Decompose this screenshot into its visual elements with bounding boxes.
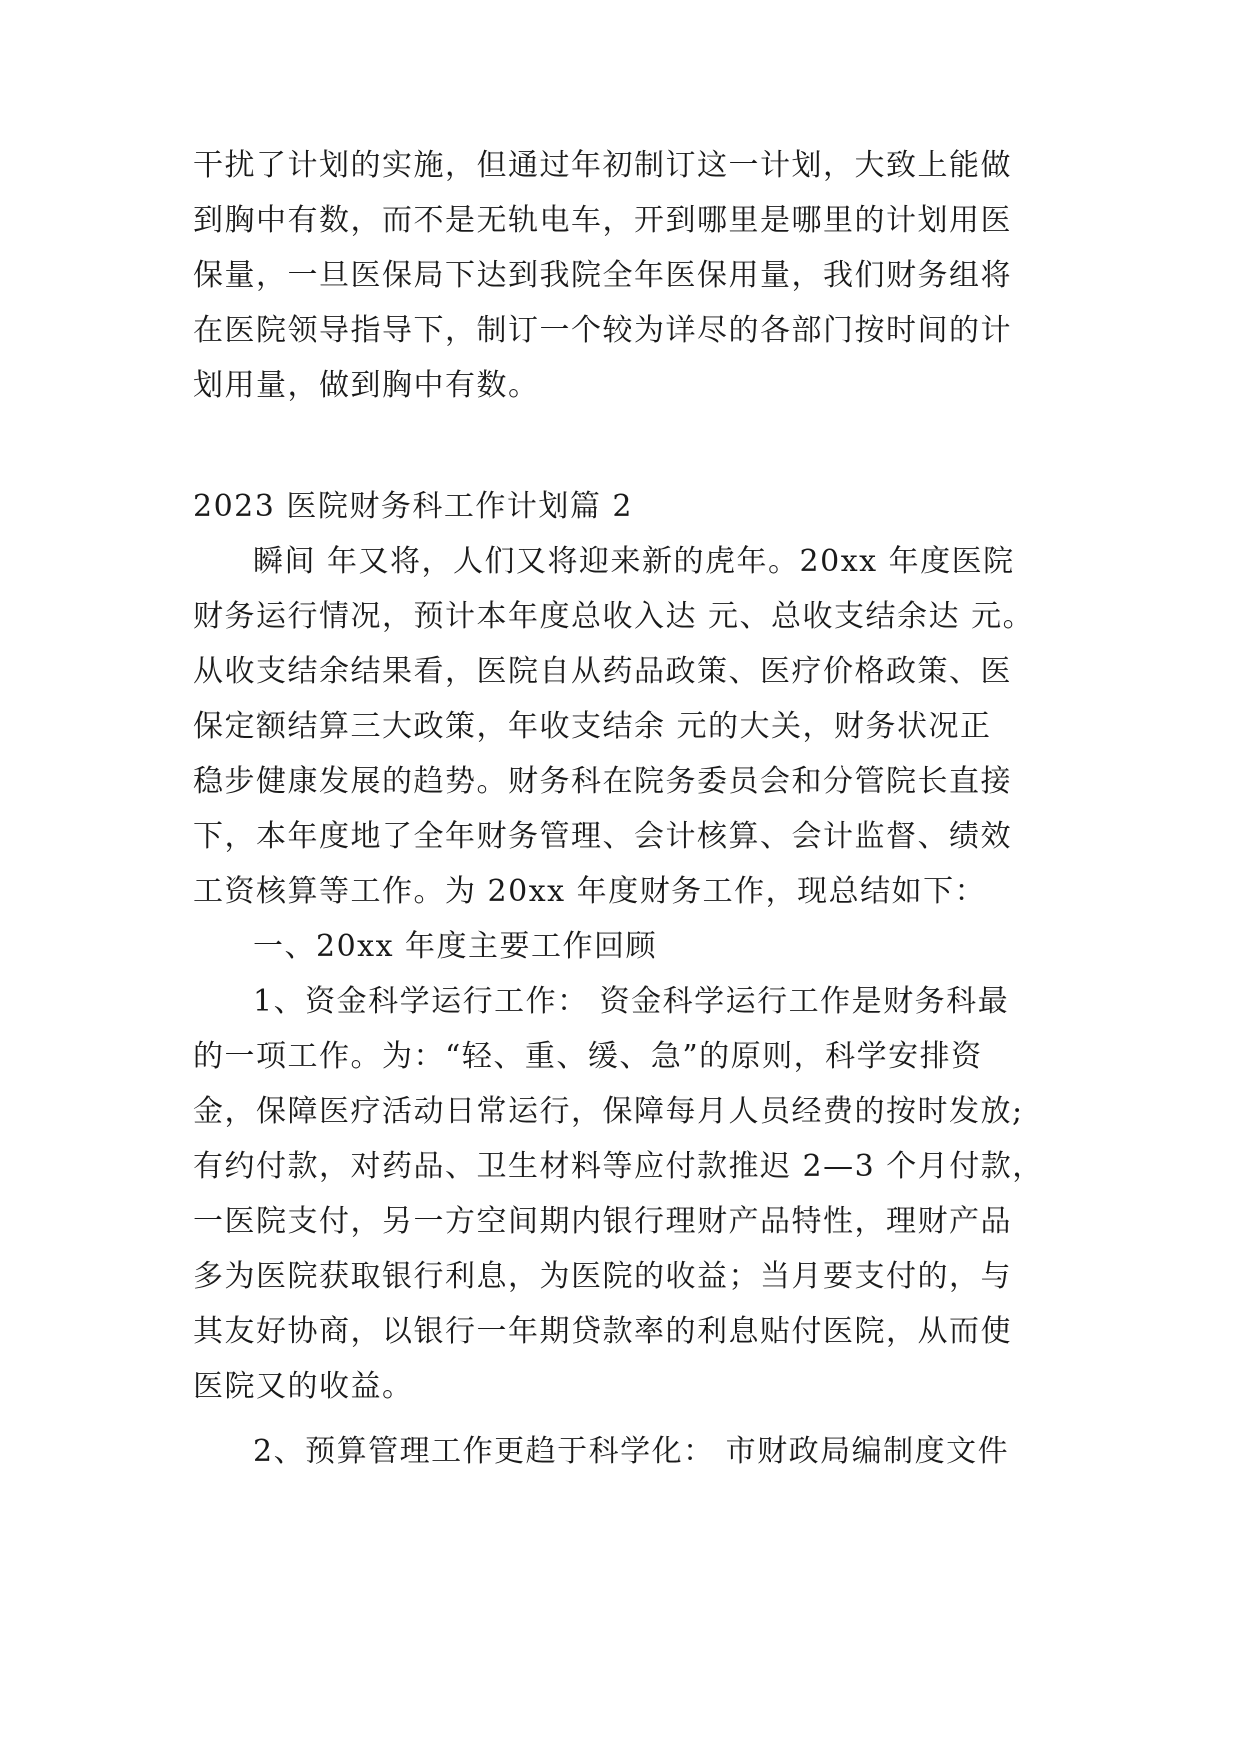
paragraph-line: 2、预算管理工作更趋于科学化： 市财政局编制度文件	[253, 1434, 1010, 1469]
paragraph-line: 财务运行情况，预计本年度总收入达 元、总收支结余达 元。	[193, 599, 1035, 634]
paragraph-line: 一医院支付，另一方空间期内银行理财产品特性，理财产品	[193, 1204, 1012, 1239]
paragraph-line: 在医院领导指导下，制订一个较为详尽的各部门按时间的计	[193, 313, 1012, 348]
paragraph-line: 划用量，做到胸中有数。	[193, 368, 540, 403]
paragraph-line: 瞬间 年又将，人们又将迎来新的虎年。20xx 年度医院	[253, 544, 1015, 579]
paragraph-line: 工资核算等工作。为 20xx 年度财务工作，现总结如下：	[193, 874, 987, 909]
paragraph-line: 稳步健康发展的趋势。财务科在院务委员会和分管院长直接	[193, 764, 1012, 799]
paragraph-line: 1、资金科学运行工作： 资金科学运行工作是财务科最	[253, 984, 1010, 1019]
paragraph-line: 多为医院获取银行利息，为医院的收益；当月要支付的，与	[193, 1259, 1012, 1294]
paragraph-line: 医院又的收益。	[193, 1369, 414, 1404]
subsection-heading: 一、20xx 年度主要工作回顾	[253, 929, 658, 964]
paragraph-line: 的一项工作。为：“轻、重、缓、急”的原则，科学安排资	[193, 1039, 983, 1074]
paragraph-line: 其友好协商，以银行一年期贷款率的利息贴付医院，从而使	[193, 1314, 1012, 1349]
paragraph-line: 保量，一旦医保局下达到我院全年医保用量，我们财务组将	[193, 258, 1012, 293]
paragraph-line: 金，保障医疗活动日常运行，保障每月人员经费的按时发放;	[193, 1094, 1024, 1129]
paragraph-line: 到胸中有数，而不是无轨电车，开到哪里是哪里的计划用医	[193, 203, 1012, 238]
paragraph-line: 干扰了计划的实施，但通过年初制订这一计划，大致上能做	[193, 148, 1012, 183]
section-heading: 2023 医院财务科工作计划篇 2	[193, 489, 634, 524]
paragraph-line: 保定额结算三大政策，年收支结余 元的大关，财务状况正	[193, 709, 992, 744]
paragraph-line: 下，本年度地了全年财务管理、会计核算、会计监督、绩效	[193, 819, 1012, 854]
paragraph-line: 有约付款，对药品、卫生材料等应付款推迟 2—3 个月付款，	[193, 1149, 1044, 1184]
paragraph-line: 从收支结余结果看，医院自从药品政策、医疗价格政策、医	[193, 654, 1012, 689]
